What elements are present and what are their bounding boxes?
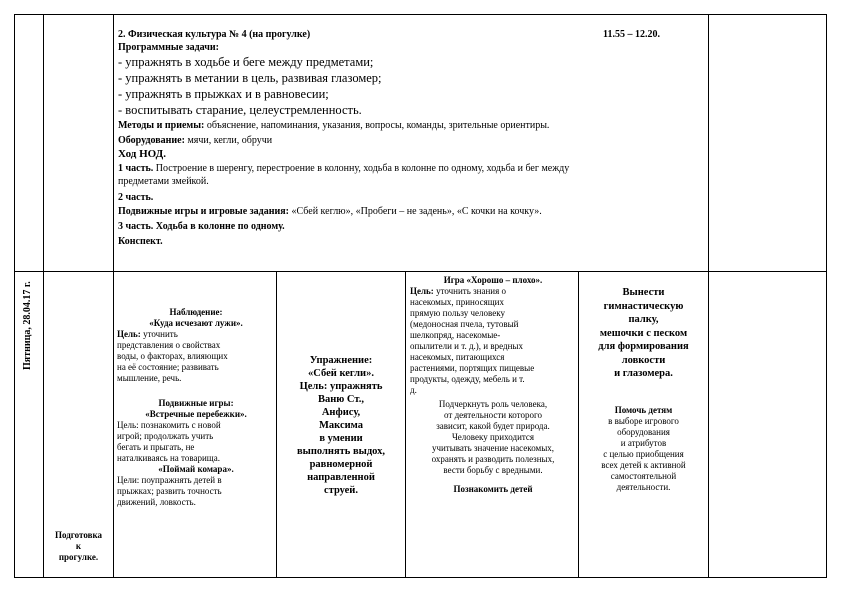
game1-line: наталкиваясь на товарища. xyxy=(117,453,220,463)
game-goal-text: уточнить знания о xyxy=(433,286,506,296)
help-line: и атрибутов xyxy=(620,437,667,448)
table-bottom-border xyxy=(14,577,826,578)
game1-line: бегать и прыгать, не xyxy=(117,442,195,452)
task-item: - упражнять в прыжках и в равновесии; xyxy=(118,87,329,102)
prep-line: прогулке. xyxy=(58,552,99,562)
role-line: зависит, какой будет природа. xyxy=(436,421,550,431)
role-line: Человеку приходится xyxy=(451,432,535,442)
game-goal-label: Цель: xyxy=(410,286,434,296)
task-item: - воспитывать старание, целеустремленность. xyxy=(118,103,362,118)
course-heading: Ход НОД. xyxy=(118,148,166,161)
observation-cell xyxy=(117,307,275,577)
methods-label: Методы и приемы: xyxy=(118,120,205,132)
observation-title: Наблюдение: xyxy=(169,307,223,317)
prep-line: Подготовка xyxy=(54,530,103,540)
lesson-plan-cell xyxy=(118,29,706,269)
games-title: Подвижные игры: xyxy=(158,398,234,408)
exercise-line: Максима xyxy=(319,420,363,431)
equipment-label: Оборудование: xyxy=(118,134,185,146)
methods-text: объяснение, напоминания, указания, вопросы, команды, зрительные ориентиры. xyxy=(204,120,550,132)
table-right-border xyxy=(826,14,827,578)
col-divider-5 xyxy=(578,271,579,578)
game-goal-line: насекомых, питающихся xyxy=(410,352,505,362)
part1-text: Построение в шеренгу, перестроение в колонну, ходьба в колонне по одному, ходьба и бег между xyxy=(153,163,570,175)
help-line: оборудования xyxy=(617,426,670,437)
equipment-line: ловкости xyxy=(621,354,666,366)
table-left-border xyxy=(14,14,15,578)
equipment-line: палку, xyxy=(628,314,659,325)
help-line: с целью приобщения xyxy=(603,448,684,459)
part2-label: 2 часть. xyxy=(118,191,154,203)
prep-line: к xyxy=(75,541,82,551)
col-divider-6 xyxy=(708,14,709,578)
help-line: самостоятельной xyxy=(610,470,677,481)
equipment-line: мешочки с песком xyxy=(599,327,688,339)
exercise-line: Цель: упражнять xyxy=(299,381,383,392)
exercise-line: в умении xyxy=(319,433,363,444)
exercise-cell xyxy=(277,354,405,497)
col-divider-4 xyxy=(405,271,406,578)
part3-label: 3 часть. xyxy=(118,220,154,232)
game-goal-line: шелкопряд, насекомые- xyxy=(410,330,501,340)
summary-label: Конспект. xyxy=(118,236,163,248)
game1-name: «Встречные перебежки». xyxy=(145,409,247,419)
table-top-border xyxy=(14,14,826,15)
equipment-line: и глазомера. xyxy=(614,368,673,379)
help-title: Помочь детям xyxy=(614,404,673,415)
exercise-line: струей. xyxy=(324,485,358,496)
col-divider-1 xyxy=(43,14,44,578)
date-label: Пятница, 28.04.17 г. xyxy=(22,281,33,370)
row-divider xyxy=(14,271,826,272)
role-line: Подчеркнуть роль человека, xyxy=(438,399,548,409)
games-text: «Сбей кеглю», «Пробеги – не задень», «С кочки на кочку». xyxy=(289,206,542,218)
game1-line: Цель: познакомить с новой xyxy=(117,420,221,430)
help-line: деятельности. xyxy=(616,481,671,492)
part3-text: Ходьба в колонне по одному. xyxy=(153,220,285,232)
exercise-line: Ваню Ст., xyxy=(317,394,364,405)
game1-line: игрой; продолжать учить xyxy=(117,431,214,441)
equipment-text: мячи, кегли, обручи xyxy=(184,134,273,146)
tasks-heading: Программные задачи: xyxy=(118,41,219,53)
exercise-line: Анфису, xyxy=(321,407,361,418)
role-line: вести борьбу с вредными. xyxy=(443,465,543,475)
game-goal-line: д. xyxy=(410,385,417,395)
equipment-line: Вынести xyxy=(622,287,665,298)
role-line: от деятельности которого xyxy=(444,410,542,420)
game-cell xyxy=(410,275,576,575)
independent-activity-cell xyxy=(580,286,707,576)
game2-line: прыжках; развить точность xyxy=(117,486,222,496)
exercise-line: выполнять выдох, xyxy=(296,446,386,457)
exercise-line: равномерной xyxy=(309,459,373,470)
goal-text: уточнить xyxy=(140,329,178,339)
help-line: всех детей к активной xyxy=(601,459,686,470)
goal-label: Цель: xyxy=(117,329,141,339)
introduce-line: Познакомить детей xyxy=(453,484,533,494)
equipment-line: для формирования xyxy=(598,341,689,352)
game-goal-line: растениями, портящих пищевые xyxy=(410,363,535,373)
col-divider-2 xyxy=(113,14,114,578)
game-goal-line: опылители и т. д.), и вредных xyxy=(410,341,523,351)
game-goal-line: насекомых, приносящих xyxy=(410,297,504,307)
help-line: в выборе игрового xyxy=(608,415,679,426)
game-goal-line: (медоносная пчела, тутовый xyxy=(410,319,519,329)
game2-line: Цели: поупражнять детей в xyxy=(117,475,222,485)
part1-label: 1 часть. xyxy=(118,163,154,175)
lesson-time: 11.55 – 12.20. xyxy=(603,29,660,40)
goal-line: мышление, речь. xyxy=(117,373,182,383)
lesson-title: 2. Физическая культура № 4 (на прогулке) xyxy=(118,29,311,40)
exercise-line: Упражнение: xyxy=(309,355,373,366)
game2-line: движений, ловкость. xyxy=(117,497,196,507)
part1-text-continued: предметами змейкой. xyxy=(118,175,209,187)
equipment-line: гимнастическую xyxy=(603,300,684,312)
goal-line: на её состояние; развивать xyxy=(117,362,219,372)
role-line: охранять и разводить полезных, xyxy=(431,454,555,464)
task-item: - упражнять в метании в цель, развивая глазомер; xyxy=(118,71,382,86)
goal-line: представления о свойствах xyxy=(117,340,221,350)
games-label: Подвижные игры и игровые задания: xyxy=(118,206,290,218)
game2-name: «Поймай комара». xyxy=(158,464,234,474)
task-item: - упражнять в ходьбе и беге между предметами; xyxy=(118,55,374,70)
game-goal-line: продукты, одежду, мебель и т. xyxy=(410,374,525,384)
exercise-line: направленной xyxy=(307,472,375,483)
prep-cell xyxy=(44,530,113,563)
goal-line: воды, о факторах, влияющих xyxy=(117,351,228,361)
exercise-line: «Сбей кегли». xyxy=(308,368,374,379)
role-line: учитывать значение насекомых, xyxy=(431,443,555,453)
game-title: Игра «Хорошо – плохо». xyxy=(443,275,543,285)
game-goal-line: прямую пользу человеку xyxy=(410,308,505,318)
observation-name: «Куда исчезают лужи». xyxy=(149,318,243,328)
